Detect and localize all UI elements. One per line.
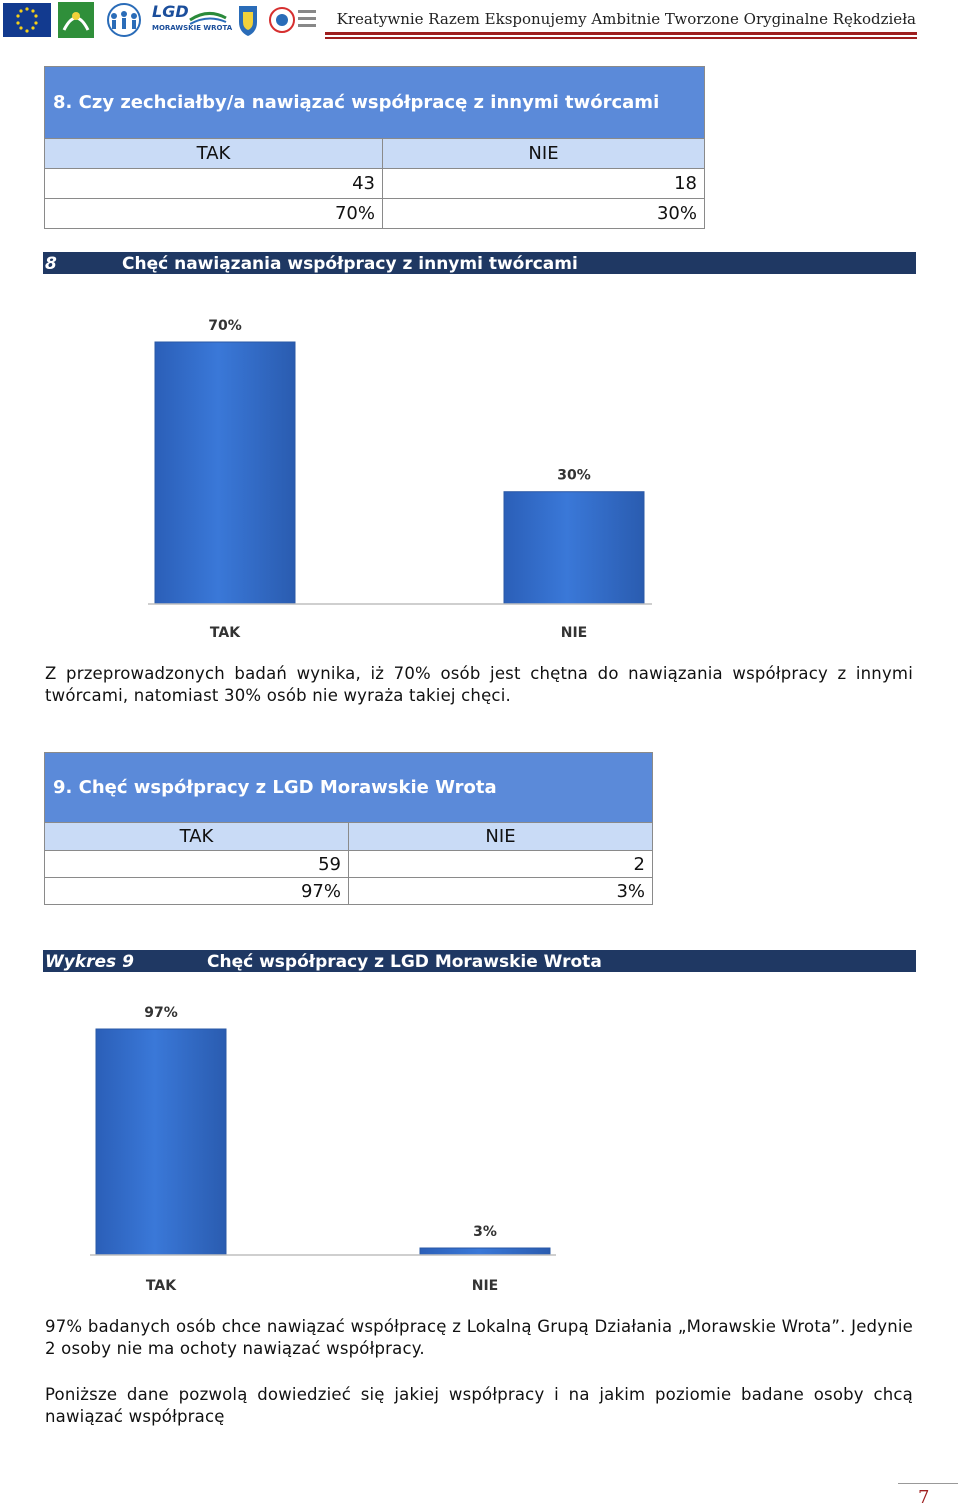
category-label-nie: NIE	[471, 1278, 499, 1294]
page-number: 7	[918, 1487, 930, 1508]
caption-text: Chęć współpracy z LGD Morawskie Wrota	[207, 952, 602, 972]
bar-nie	[504, 492, 644, 604]
count-no: 18	[674, 173, 697, 194]
chart-caption-8	[43, 252, 916, 274]
question-9-table	[44, 752, 653, 905]
coat-of-arms-icon	[236, 2, 260, 38]
bar-nie	[420, 1248, 550, 1255]
column-header-yes: TAK	[45, 139, 383, 168]
program-logo-icon	[268, 2, 320, 38]
header-rule	[325, 32, 917, 35]
table-row-counts	[45, 851, 652, 878]
eu-flag-icon	[3, 2, 51, 38]
data-label-tak: 70%	[208, 318, 242, 334]
paragraph-chart-9: 97% badanych osób chce nawiązać współpracę z Lokalną Grupą Działania „Morawskie Wrota”. Jedynie 2 osoby nie ma ochoty nawiązać współpracy.	[45, 1317, 913, 1358]
category-label-tak: TAK	[209, 625, 241, 641]
bar-tak	[96, 1029, 226, 1255]
caption-text: Chęć nawiązania współpracy z innymi twórcami	[122, 254, 578, 274]
page-number-rule	[898, 1483, 958, 1484]
data-label-tak: 97%	[144, 1005, 178, 1021]
count-yes: 59	[45, 851, 349, 877]
percent-yes: 70%	[45, 199, 383, 228]
paragraph-next-section: Poniższe dane pozwolą dowiedzieć się jakiej współpracy i na jakim poziomie badane osoby chcą nawiązać współpracę	[45, 1385, 913, 1426]
category-label-nie: NIE	[560, 625, 588, 641]
leader-logo-icon	[58, 2, 94, 38]
caption-number: 8	[45, 254, 57, 274]
table-title: 8. Czy zechciałby/a nawiązać współpracę z innymi twórcami	[45, 67, 704, 139]
lgd-logo-text: LGD	[152, 2, 189, 21]
column-header-no: NIE	[383, 139, 704, 168]
community-logo-icon	[100, 2, 148, 38]
table-row-percents	[45, 878, 652, 904]
bar-tak	[155, 342, 295, 604]
header-rule	[325, 37, 917, 39]
data-label-nie: 3%	[473, 1224, 497, 1241]
count-yes: 43	[45, 169, 383, 198]
table-header-row	[45, 139, 704, 169]
lgd-logo-subtext: MORAWSKIE WROTA	[152, 24, 233, 32]
percent-no: 3%	[616, 880, 645, 902]
table-header-row	[45, 823, 652, 851]
chart-caption-9	[43, 950, 916, 972]
percent-yes: 97%	[45, 878, 349, 904]
caption-number: Wykres 9	[45, 952, 134, 972]
count-no: 2	[633, 853, 645, 875]
table-row-counts	[45, 169, 704, 199]
column-header-no: NIE	[349, 823, 652, 850]
chart-9-bar-chart	[0, 995, 620, 1300]
chart-8-bar-chart	[0, 290, 700, 650]
header-title: Kreatywnie Razem Eksponujemy Ambitnie Tworzone Oryginalne Rękodzieła	[336, 10, 916, 28]
table-row-percents	[45, 199, 704, 228]
paragraph-chart-8: Z przeprowadzonych badań wynika, iż 70% osób jest chętna do nawiązania współpracy z innymi twórcami, natomiast 30% osób nie wyraża takiej chęci.	[45, 664, 913, 705]
table-title: 9. Chęć współpracy z LGD Morawskie Wrota	[45, 753, 652, 823]
question-8-table	[44, 66, 705, 229]
percent-no: 30%	[656, 203, 697, 224]
header-logos	[0, 0, 330, 42]
column-header-yes: TAK	[45, 823, 349, 850]
lgd-logo	[150, 2, 233, 38]
category-label-tak: TAK	[145, 1278, 177, 1294]
data-label-nie: 30%	[557, 467, 591, 484]
